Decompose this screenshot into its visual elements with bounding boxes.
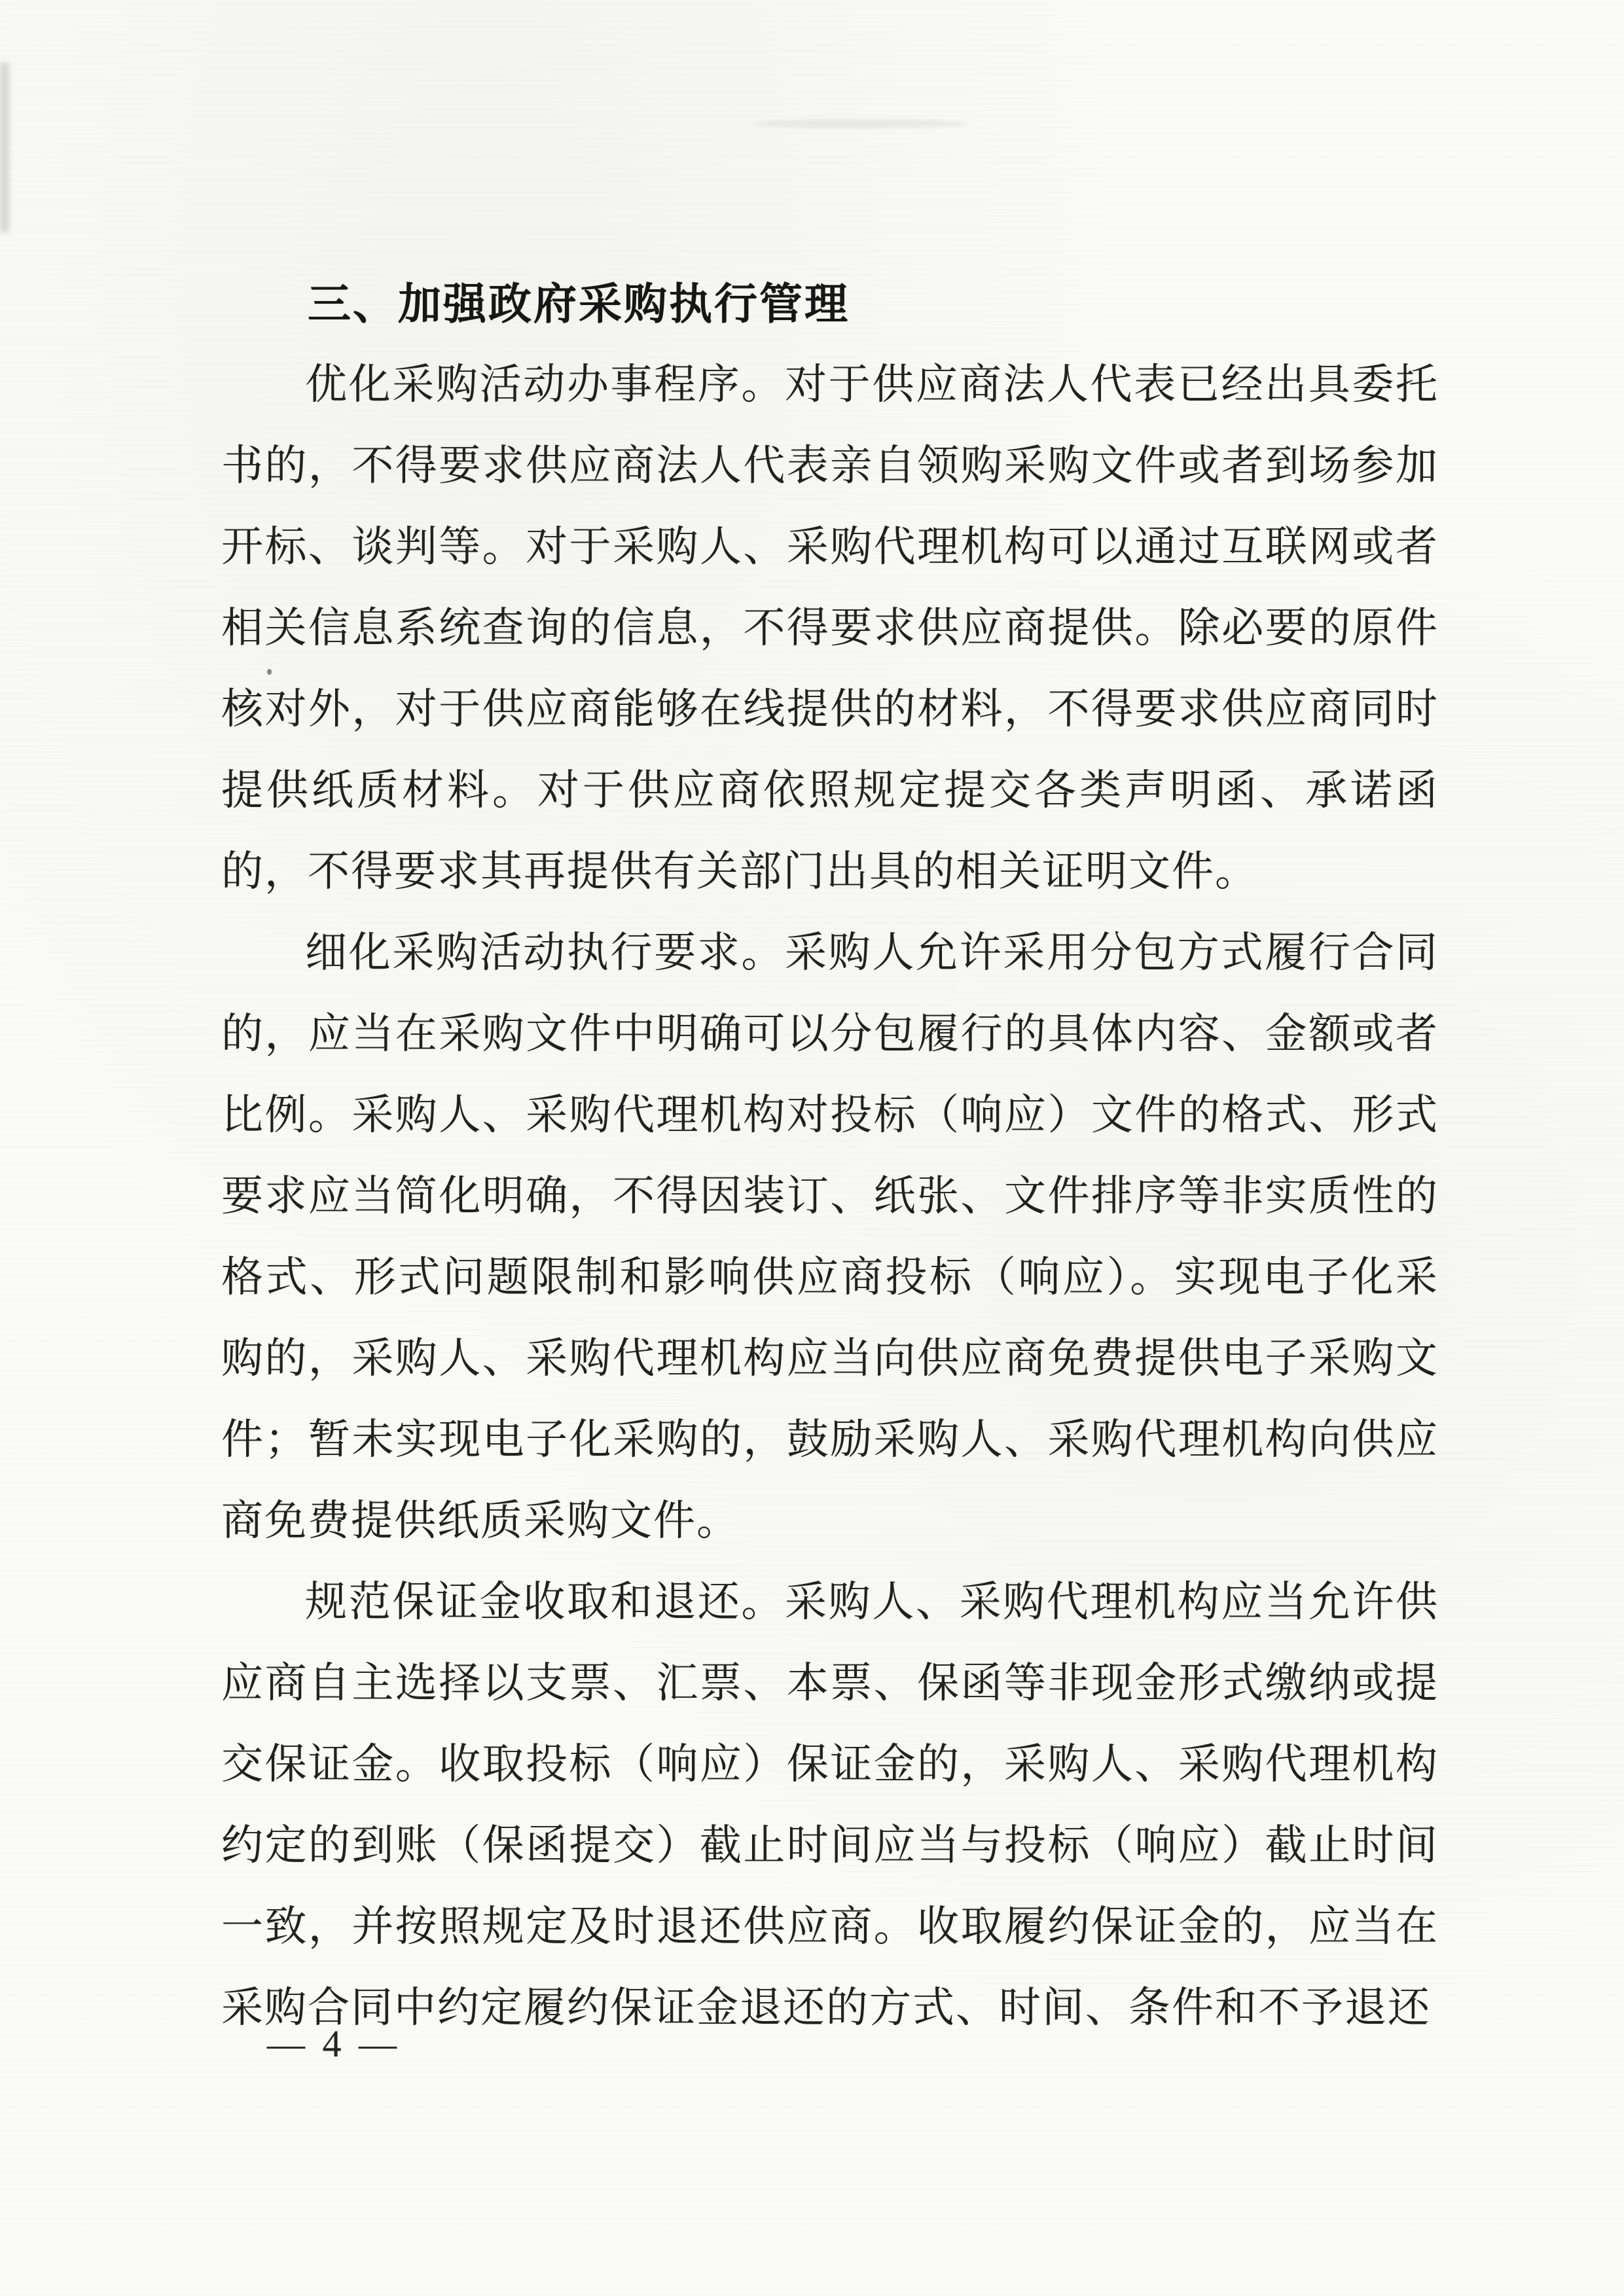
document-body [221, 263, 1439, 2049]
paragraph-optimize-procedures: 优化采购活动办事程序。对于供应商法人代表已经出具委托书的，不得要求供应商法人代表亲自领购采购文件或者到场参加开标、谈判等。对于采购人、采购代理机构可以通过互联网或者相关信息系统查询的信息，不得要求供应商提供。除必要的原件核对外，对于供应商能够在线提供的材料，不得要求供应商同时提供纸质材料。对于供应商依照规定提交各类声明函、承诺函的，不得要求其再提供有关部门出具的相关证明文件。 [221, 361, 1439, 895]
page-number: — 4 — [267, 2022, 401, 2065]
scan-smudge-artifact [753, 119, 969, 128]
paragraph-deposit-collection-refund: 规范保证金收取和退还。采购人、采购代理机构应当允许供应商自主选择以支票、汇票、本票、保函等非现金形式缴纳或提交保证金。收取投标（响应）保证金的，采购人、采购代理机构约定的到账（保函提交）截止时间应当与投标（响应）截止时间一致，并按照规定及时退还供应商。收取履约保证金的，应当在采购合同中约定履约保证金退还的方式、时间、条件和不予退还 [221, 1579, 1439, 2031]
scan-edge-artifact [0, 62, 9, 232]
paragraph-refine-execution-requirements: 细化采购活动执行要求。采购人允许采用分包方式履行合同的，应当在采购文件中明确可以分包履行的具体内容、金额或者比例。采购人、采购代理机构对投标（响应）文件的格式、形式要求应当简化明确，不得因装订、纸张、文件排序等非实质性的格式、形式问题限制和影响供应商投标（响应）。实现电子化采购的，采购人、采购代理机构应当向供应商免费提供电子采购文件；暂未实现电子化采购的，鼓励采购人、采购代理机构向供应商免费提供纸质采购文件。 [221, 929, 1439, 1544]
scan-speck-artifact [267, 669, 272, 675]
section-heading: 三、加强政府采购执行管理 [308, 279, 850, 328]
